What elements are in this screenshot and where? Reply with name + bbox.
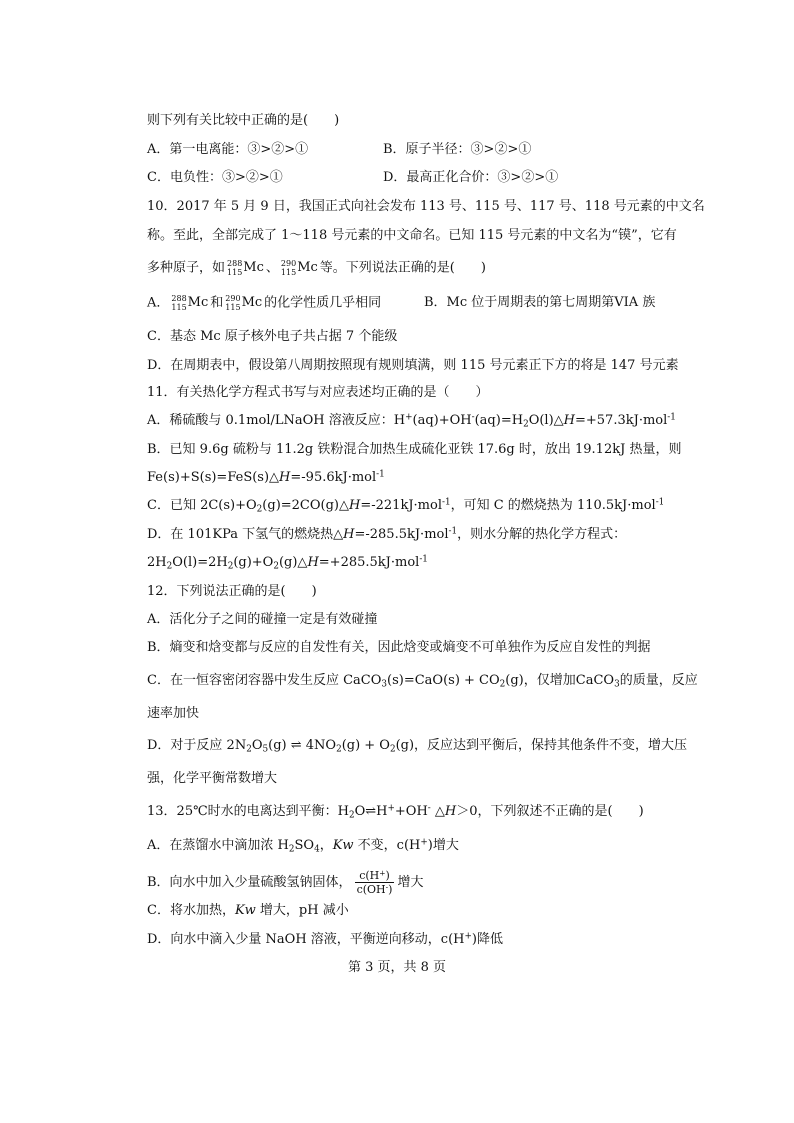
nuclide-notation [281, 259, 318, 277]
subscript: 2 [166, 561, 173, 572]
text-run: D．向水中滴入少量 NaOH 溶液，平衡逆向移动，c(H [147, 932, 465, 947]
text-run: c(OH [356, 883, 386, 896]
text-run: SO [294, 838, 315, 853]
superscript: -1 [376, 469, 385, 480]
text-run: A．第一电离能：③>②>① [147, 142, 309, 157]
text-run: ，可知 C 的燃烧热为 110.5kJ·mol [450, 498, 656, 513]
subscript: 2 [499, 679, 506, 690]
text-run: =-285.5kJ·mol [354, 527, 449, 542]
nuclide-notation [225, 294, 262, 312]
mass-number: 288 [171, 294, 187, 303]
option-c-continued [147, 705, 199, 723]
fraction [355, 869, 395, 896]
text-run: A． [147, 295, 170, 311]
option-d [147, 931, 503, 949]
text-run: 强，化学平衡常数增大 [147, 771, 278, 786]
text-run: C．将水加热， [147, 903, 235, 918]
option-b [383, 141, 531, 159]
text-run: 2H [147, 555, 167, 570]
superscript: -1 [419, 554, 428, 565]
text-run: (g)△ [278, 555, 308, 570]
text-run: B．熵变和焓变都与反应的自发性有关，因此焓变或熵变不可单独作为反应自发性的判据 [147, 640, 651, 655]
atomic-number: 115 [225, 303, 241, 312]
text-run: D．在 101KPa 下氢气的燃烧热△ [147, 527, 344, 542]
option-b [147, 639, 651, 657]
superscript: -1 [655, 497, 665, 508]
option-a [147, 141, 308, 159]
text-run: (aq)=H [474, 413, 524, 428]
option-c [147, 497, 664, 515]
text-run: 12．下列说法正确的是( ) [147, 584, 317, 599]
text-run: 等。下列说法正确的是( ) [319, 260, 486, 276]
text-run: 的化学性质几乎相同 [264, 295, 382, 311]
subscript: 2 [256, 504, 263, 515]
subscript: 4 [314, 844, 320, 855]
option-b [147, 441, 681, 459]
text-run: O(l)△ [528, 413, 564, 428]
italic-symbol: Kw [234, 903, 256, 918]
option-c [147, 902, 349, 920]
atomic-number: 115 [171, 303, 187, 312]
text-run: 则下列有关比较中正确的是( ) [147, 113, 340, 128]
text-run: 速率加快 [147, 706, 200, 721]
question-stem-line [147, 259, 486, 278]
text-run: D．最高正化合价：③>②>① [383, 170, 559, 185]
text-run: (g)=2CO(g)△ [262, 498, 349, 513]
italic-symbol: H [444, 804, 457, 819]
text-run: A．稀硫酸与 0.1mol/LNaOH 溶液反应：H [147, 413, 406, 428]
text-run: C．已知 2C(s)+O [147, 498, 257, 513]
subscript: 2 [273, 561, 279, 572]
option-a [147, 294, 381, 313]
italic-symbol: H [563, 413, 575, 428]
text-run: ) [385, 869, 390, 882]
italic-symbol: H [279, 470, 291, 485]
option-d [147, 357, 679, 375]
text-run: 13．25℃时水的电离达到平衡：H [147, 804, 349, 819]
fraction-denominator [355, 883, 395, 896]
nuclide-numbers [281, 259, 296, 277]
text-run: =-95.6kJ·mol [290, 470, 377, 485]
option-d-continued [147, 770, 277, 788]
text-run: 、 [265, 260, 279, 276]
nuclide-notation [227, 259, 264, 277]
text-run: O(l)=2H [172, 555, 228, 570]
text-run: 增大，pH 减小 [255, 903, 349, 918]
text-run: )增大 [427, 838, 459, 853]
text-run: 10．2017 年 5 月 9 日，我国正式向社会发布 113 号、115 号、117 号、118 号元素的中文名 [147, 199, 705, 214]
text-run: (aq)+OH [412, 413, 472, 428]
question-stem-line [147, 112, 339, 130]
question-stem-line [147, 803, 644, 821]
page-number: 第 3 页，共 8 页 [347, 960, 447, 975]
superscript: + [420, 837, 428, 848]
text-run: B．已知 9.6g 硫粉与 11.2g 铁粉混合加热生成硫化亚铁 17.6g 时，放出 19.12kJ 热量，则 [147, 442, 682, 457]
superscript: + [387, 803, 395, 814]
mass-number: 288 [227, 259, 243, 268]
option-b [424, 294, 655, 312]
element-symbol: Mc [187, 295, 209, 310]
option-d-continued [147, 554, 428, 572]
text-run: 和 [210, 295, 224, 311]
subscript: 3 [614, 679, 620, 690]
question-stem-line [147, 384, 489, 402]
text-run: 多种原子，如 [147, 260, 226, 276]
option-c [147, 169, 283, 187]
subscript: 2 [389, 744, 396, 755]
fraction-numerator [355, 869, 395, 883]
text-run: D．在周期表中，假设第八周期按照现有规则填满，则 115 号元素正下方的将是 147 号元素 [147, 358, 679, 373]
subscript: 2 [348, 810, 355, 821]
option-a [147, 611, 377, 629]
text-run: 11．有关热化学方程式书写与对应表述均正确的是（ ） [147, 385, 489, 400]
text-run: Fe(s)+S(s)=FeS(s)△ [147, 470, 280, 485]
option-d [147, 737, 687, 755]
nuclide-numbers [171, 294, 186, 312]
subscript: 2 [336, 744, 342, 755]
text-run: (g) ⇌ 4NO [268, 738, 337, 753]
option-d [383, 169, 558, 187]
text-run: (g)+O [233, 555, 274, 570]
text-run: 不变，c(H [353, 838, 421, 853]
text-run: (g)，反应达到平衡后，保持其他条件不变，增大压 [395, 738, 688, 753]
subscript: 2 [288, 844, 295, 855]
text-run: +OH [394, 804, 428, 819]
superscript: - [427, 803, 431, 814]
question-stem-line [147, 227, 677, 245]
text-run: ) [388, 883, 393, 896]
atomic-number: 115 [280, 268, 297, 277]
superscript: + [464, 931, 472, 942]
text-run: ，则水分解的热化学方程式： [457, 527, 627, 542]
mass-number: 290 [225, 294, 241, 303]
question-stem-line [147, 198, 705, 216]
nuclide-numbers [227, 259, 242, 277]
subscript: 2 [227, 561, 234, 572]
text-run: 的质量，反应 [619, 673, 698, 688]
italic-symbol: H [343, 527, 355, 542]
option-d [147, 526, 626, 544]
superscript: -1 [441, 497, 451, 508]
text-run: 称。至此，全部完成了 1～118 号元素的中文命名。已知 115 号元素的中文名为“镆”，它有 [147, 228, 677, 243]
superscript: -1 [667, 412, 676, 423]
italic-symbol: H [349, 498, 361, 513]
text-run: =+285.5kJ·mol [318, 555, 420, 570]
text-run: A．在蒸馏水中滴加浓 H [147, 838, 289, 853]
text-run: C．电负性：③>②>① [147, 170, 283, 185]
text-run: 增大 [397, 875, 424, 890]
subscript: 2 [246, 744, 252, 755]
text-run: B．向水中加入少量硫酸氢钠固体， [147, 875, 352, 890]
text-run: =-221kJ·mol [360, 498, 442, 513]
superscript: + [405, 412, 413, 423]
element-symbol: Mc [243, 260, 264, 275]
option-a [147, 837, 459, 855]
element-symbol: Mc [241, 295, 263, 310]
question-stem-line [147, 583, 317, 601]
atomic-number: 115 [227, 268, 243, 277]
option-c [147, 328, 397, 346]
text-run: =+57.3kJ·mol [575, 413, 668, 428]
text-run: (g) + O [341, 738, 390, 753]
italic-symbol: H [307, 555, 319, 570]
mass-number: 290 [280, 259, 297, 268]
subscript: 2 [523, 419, 529, 430]
subscript: 5 [262, 744, 269, 755]
superscript: - [385, 882, 389, 892]
text-run: )降低 [471, 932, 503, 947]
text-run: ＞0，下列叙述不正确的是( ) [456, 804, 644, 819]
text-run: c(H [359, 869, 380, 882]
text-run: (s)=CaO(s) + CO [387, 673, 500, 688]
superscript: + [379, 868, 386, 878]
nuclide-notation [171, 294, 208, 312]
option-b-continued [147, 469, 385, 487]
text-run: B．Mc 位于周期表的第七周期第VIA 族 [424, 295, 656, 310]
text-run: B．原子半径：③>②>① [383, 142, 532, 157]
text-run: △ [430, 804, 445, 819]
option-b [147, 869, 423, 896]
text-run: ， [319, 838, 333, 853]
text-run: O [251, 738, 263, 753]
italic-symbol: Kw [332, 838, 354, 853]
subscript: 3 [381, 679, 388, 690]
option-c [147, 672, 698, 690]
text-run: C．在一恒容密闭容器中发生反应 CaCO [147, 673, 382, 688]
text-run: O⇌H [354, 804, 388, 819]
superscript: - [471, 412, 475, 423]
option-a [147, 412, 676, 430]
text-run: A．活化分子之间的碰撞一定是有效碰撞 [147, 612, 378, 627]
superscript: -1 [448, 526, 458, 537]
element-symbol: Mc [297, 260, 318, 275]
text-run: D．对于反应 2N [147, 738, 247, 753]
text-run: (g)，仅增加CaCO [505, 673, 615, 688]
text-run: C．基态 Mc 原子核外电子共占据 7 个能级 [147, 329, 398, 344]
nuclide-numbers [225, 294, 240, 312]
